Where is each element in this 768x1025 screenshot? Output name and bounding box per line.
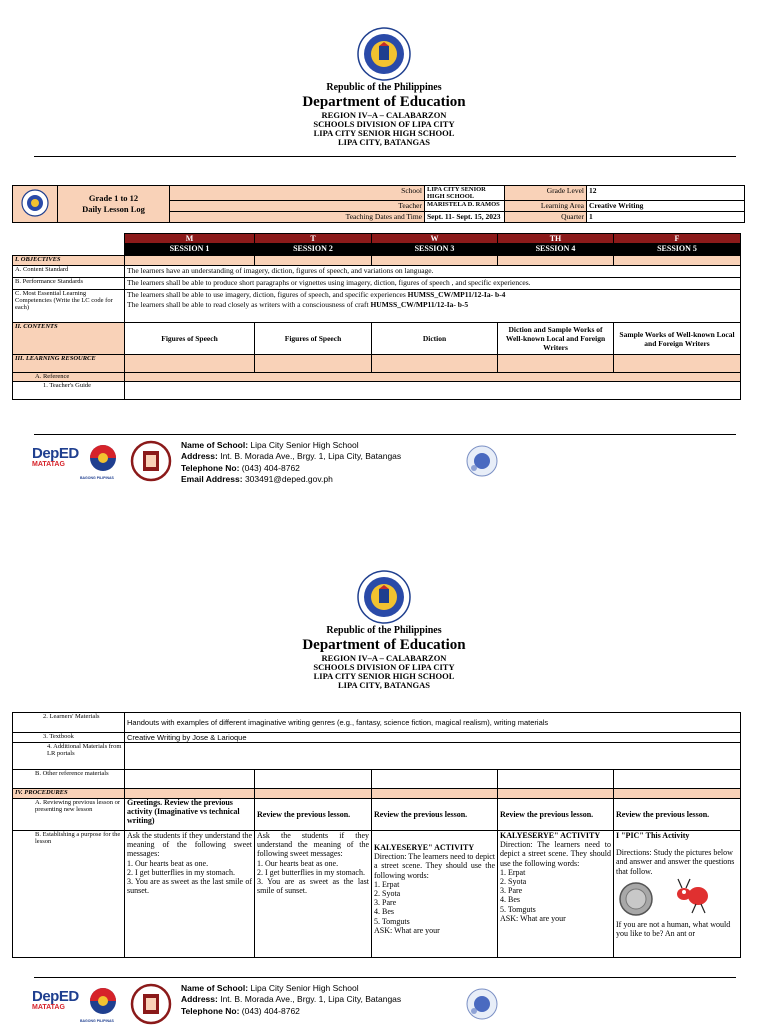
session-3-header: SESSION 3 xyxy=(372,244,498,256)
school-seal-icon-2 xyxy=(130,983,172,1025)
teacher-label: Teacher xyxy=(170,201,425,212)
dll-title-line2: Daily Lesson Log xyxy=(82,204,145,214)
procedure-b-session-5-title: I "PIC" This Activity xyxy=(616,831,690,840)
day-friday: F xyxy=(614,234,741,244)
procedure-b-session-2: Ask the students if they understand the meaning of the following sweet messages: 1. Our hearts beat as one. 2. I get butterflies in my stomach. 3. You are as sweet as the last smile of sunset. xyxy=(255,831,372,958)
division-text: SCHOOLS DIVISION OF LIPA CITY xyxy=(313,119,455,130)
bagong-pilipinas-text: BAGONG PILIPINAS xyxy=(80,476,114,480)
content-item-5: Sample Works of Well-known Local and Foreign Writers xyxy=(614,323,741,355)
learning-resource-heading: III. LEARNING RESOURCE xyxy=(13,355,125,373)
republic-text: Republic of the Philippines xyxy=(326,82,442,93)
footer-phone-value: (043) 404-8762 xyxy=(239,462,300,473)
division-text-2: SCHOOLS DIVISION OF LIPA CITY xyxy=(313,662,455,673)
department-title-2: Department of Education xyxy=(302,636,466,653)
melc-code-2: HUMSS_CW/MP11/12-Ia- b-5 xyxy=(370,300,469,310)
footer-email-label: Email Address: xyxy=(181,474,243,485)
footer-name-value: Lipa City Senior High School xyxy=(248,440,359,450)
school-text: LIPA CITY SENIOR HIGH SCHOOL xyxy=(313,128,455,139)
performance-standard-text: The learners shall be able to produce short paragraphs or vignettes using imagery, diction, figures of speech , and specific experiences. xyxy=(125,278,741,290)
performance-standard-label: B. Performance Standards xyxy=(13,278,125,290)
footer-phone-value-2: (043) 404-8762 xyxy=(239,1005,300,1016)
region-text: REGION IV–A – CALABARZON xyxy=(321,110,447,121)
department-title: Department of Education xyxy=(302,93,466,110)
footer-name-label-2: Name of School: xyxy=(181,983,249,993)
footer-phone-label: Telephone No: xyxy=(181,462,240,473)
dates-value: Sept. 11- Sept. 15, 2023 xyxy=(425,212,505,223)
ant-icon xyxy=(668,876,714,916)
session-5-header: SESSION 5 xyxy=(614,244,741,256)
procedure-b-session-4: Direction: The learners need to depict a street scene. They should use the following words: 1. Erpat 2. Syota 3. Pare 4. Bes 5. Tomguts ASK: What are your xyxy=(500,840,611,923)
contents-heading: II. CONTENTS xyxy=(13,323,125,355)
procedure-b-session-5-question: If you are not a human, what would you like to be? An ant or xyxy=(616,919,731,938)
procedure-b-session-3: Direction: The learners need to depict a street scene. They should use the following words: 1. Erpat 2. Syota 3. Pare 4. Bes 5. Tomguts ASK: What are your xyxy=(374,852,495,935)
footer-address-value-2: Int. B. Morada Ave., Brgy. 1, Lipa City, Batangas xyxy=(217,994,402,1005)
deped-logo: DepED xyxy=(32,445,79,462)
school-text-2: LIPA CITY SENIOR HIGH SCHOOL xyxy=(313,671,455,682)
bagong-pilipinas-text-2: BAGONG PILIPINAS xyxy=(80,1019,114,1023)
session-1-header: SESSION 1 xyxy=(125,244,255,256)
republic-text-2: Republic of the Philippines xyxy=(326,625,442,636)
grade-value: 12 xyxy=(587,186,745,201)
footer-name-label: Name of School: xyxy=(181,440,249,450)
school-label: School xyxy=(170,186,425,201)
melc-code-1: HUMSS_CW/MP11/12-Ia- b-4 xyxy=(407,290,506,299)
school-logo-icon xyxy=(18,189,52,217)
footer-email-value: 303491@deped.gov.ph xyxy=(242,474,333,485)
coin-icon xyxy=(618,881,654,917)
lesson-table-page1 xyxy=(12,233,741,400)
teachers-guide-label: 1. Teacher's Guide xyxy=(13,382,125,400)
matatag-logo: MATATAG xyxy=(32,461,65,468)
deped-logo-2: DepED xyxy=(32,988,79,1005)
grade-label: Grade Level xyxy=(505,186,587,201)
procedure-b-session-1: Ask the students if they understand the meaning of the following sweet messages: 1. Our hearts beat as one. 2. I get butterflies in my stomach. 3. You are as sweet as the last smile of sunset. xyxy=(125,831,255,958)
learners-materials-text: Handouts with examples of different imaginative writing genres (e.g., fantasy, science fiction, magical realism), writing materials xyxy=(125,713,741,733)
area-label: Learning Area xyxy=(505,201,587,212)
dll-title-line1: Grade 1 to 12 xyxy=(88,192,139,203)
session-4-header: SESSION 4 xyxy=(498,244,614,256)
footer-rule-1 xyxy=(34,434,736,435)
day-thursday: TH xyxy=(498,234,614,244)
learners-materials-label: 2. Learners' Materials xyxy=(13,713,125,733)
footer-name-value-2: Lipa City Senior High School xyxy=(248,983,359,993)
procedure-b-session-3-title: KALYESERYE" ACTIVITY xyxy=(374,843,475,852)
content-item-1: Figures of Speech xyxy=(125,323,255,355)
region-text-2: REGION IV–A – CALABARZON xyxy=(321,653,447,664)
division-logo-icon-2 xyxy=(462,987,502,1021)
day-monday: M xyxy=(125,234,255,244)
matatag-logo-2: MATATAG xyxy=(32,1004,65,1011)
additional-materials-label: 4. Additional Materials from LR portals xyxy=(13,743,125,770)
melc-text-1: The learners shall be able to use imagery, diction, figures of speech, and specific experiences xyxy=(127,290,408,299)
division-logo-icon xyxy=(462,444,502,478)
footer-address-label: Address: xyxy=(181,451,218,462)
day-tuesday: T xyxy=(255,234,372,244)
procedure-b-session-5: Directions: Study the pictures below and answer and answer the questions that follow. xyxy=(616,848,735,876)
procedure-a-label: A. Reviewing previous lesson or presenting new lesson xyxy=(13,799,125,831)
bagong-pilipinas-icon-2 xyxy=(85,985,121,1021)
day-wednesday: W xyxy=(372,234,498,244)
footer-phone-label-2: Telephone No: xyxy=(181,1005,240,1016)
procedure-a-session-1: Greetings. Review the previous activity (Imaginative vs technical writing) xyxy=(125,799,255,831)
footer-address-label-2: Address: xyxy=(181,994,218,1005)
quarter-value: 1 xyxy=(587,212,745,223)
procedures-heading: IV. PROCEDURES xyxy=(13,789,125,799)
procedure-a-session-5: Review the previous lesson. xyxy=(614,799,741,831)
procedure-a-session-2: Review the previous lesson. xyxy=(255,799,372,831)
textbook-label: 3. Textbook xyxy=(13,733,125,743)
lesson-table-page2 xyxy=(12,712,741,958)
school-value: LIPA CITY SENIOR HIGH SCHOOL xyxy=(425,186,505,201)
textbook-text: Creative Writing by Jose & Larioque xyxy=(125,733,741,743)
content-item-2: Figures of Speech xyxy=(255,323,372,355)
teacher-value: MARISTELA D. RAMOS xyxy=(425,201,505,212)
deped-seal-icon-2 xyxy=(357,570,411,624)
bagong-pilipinas-icon xyxy=(85,442,121,478)
objectives-heading: I. OBJECTIVES xyxy=(13,256,125,266)
content-item-4: Diction and Sample Works of Well-known Local and Foreign Writers xyxy=(498,323,614,355)
city-text-2: LIPA CITY, BATANGAS xyxy=(337,680,431,691)
header-rule xyxy=(34,156,736,157)
footer-address-value: Int. B. Morada Ave., Brgy. 1, Lipa City, Batangas xyxy=(217,451,402,462)
content-standard-text: The learners have an understanding of imagery, diction, figures of speech, and variations on language. xyxy=(125,266,741,278)
deped-seal-icon xyxy=(357,27,411,81)
footer-rule-2 xyxy=(34,977,736,978)
melc-text-2: The learners shall be able to read closely as writers with a consciousness of craft xyxy=(127,300,371,310)
content-standard-label: A. Content Standard xyxy=(13,266,125,278)
melc-label: C. Most Essential Learning Competencies (Write the LC code for each) xyxy=(13,290,125,323)
procedure-a-session-4: Review the previous lesson. xyxy=(498,799,614,831)
session-2-header: SESSION 2 xyxy=(255,244,372,256)
area-value: Creative Writing xyxy=(587,201,745,212)
content-item-3: Diction xyxy=(372,323,498,355)
procedure-b-session-4-title: KALYESERYE" ACTIVITY xyxy=(500,831,601,840)
reference-label: A. Reference xyxy=(13,373,125,382)
other-reference-label: B. Other reference materials xyxy=(13,770,125,789)
dll-info-table xyxy=(12,185,745,223)
procedure-a-session-3: Review the previous lesson. xyxy=(372,799,498,831)
procedure-b-label: B. Establishing a purpose for the lesson xyxy=(13,831,125,958)
school-seal-icon xyxy=(130,440,172,482)
quarter-label: Quarter xyxy=(505,212,587,223)
dates-label: Teaching Dates and Time xyxy=(170,212,425,223)
city-text: LIPA CITY, BATANGAS xyxy=(337,137,431,148)
